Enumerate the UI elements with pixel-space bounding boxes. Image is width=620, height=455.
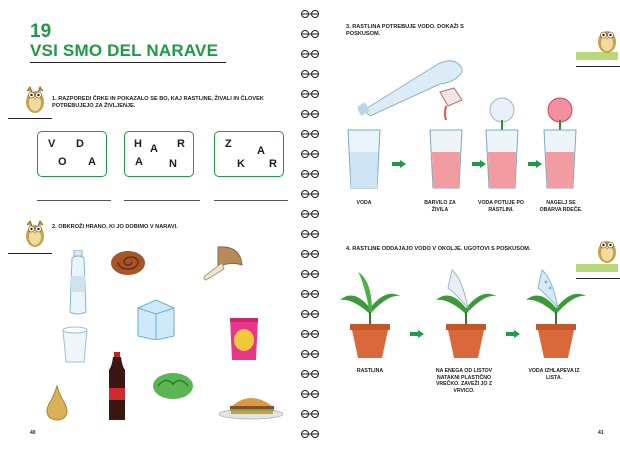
arrow-icon xyxy=(472,160,486,168)
answer-line-3[interactable] xyxy=(214,200,288,201)
letter-card-3 xyxy=(214,131,284,177)
owl-icon xyxy=(24,218,46,248)
title-underline xyxy=(30,62,226,63)
flower-pot-icon xyxy=(524,268,588,360)
card-letter: V xyxy=(48,138,56,150)
card-letter: A xyxy=(257,145,265,157)
page-number-left: 40 xyxy=(30,430,36,436)
flower-pot-icon xyxy=(338,268,402,360)
cinnamon-roll-icon[interactable] xyxy=(110,248,146,276)
glass-icon xyxy=(428,128,464,190)
chips-bag-icon[interactable] xyxy=(228,316,260,362)
task3-rule xyxy=(576,66,620,67)
card-letter: H xyxy=(134,138,142,150)
task1-rule xyxy=(8,118,52,119)
caption: RASTLINA xyxy=(356,368,384,374)
card-letter: R xyxy=(177,138,185,150)
arrow-icon xyxy=(506,330,520,338)
card-letter: A xyxy=(88,156,96,168)
caption: VODA xyxy=(356,200,372,206)
hamburger-icon[interactable] xyxy=(218,390,284,420)
caption: VODA POTUJE PO RASTLINI. xyxy=(478,200,524,213)
spiral-binding xyxy=(296,0,324,450)
arrow-icon xyxy=(410,330,424,338)
carnation-icon xyxy=(542,96,578,190)
milk-carton-icon[interactable] xyxy=(134,296,178,340)
water-bottle-icon[interactable] xyxy=(66,250,90,316)
cup-icon[interactable] xyxy=(60,326,90,364)
card-letter: R xyxy=(269,158,277,170)
mushroom-icon[interactable] xyxy=(196,245,244,281)
caption: BARVILO ZA ŽIVILA xyxy=(424,200,456,213)
page-title: VSI SMO DEL NARAVE xyxy=(30,41,219,60)
left-page xyxy=(0,0,296,450)
pear-icon[interactable] xyxy=(44,384,70,422)
arrow-icon xyxy=(392,160,406,168)
owl-icon xyxy=(596,234,618,264)
letter-card-2 xyxy=(124,131,194,177)
task1-instruction: 1. RAZPOREDI ČRKE IN POKAZALO SE BO, KAJ RASTLINE, ŽIVALI IN ČLOVEK POTREBUJEJO ZA ŽIVLJENJE. xyxy=(52,96,264,109)
answer-line-1[interactable] xyxy=(37,200,111,201)
card-letter: O xyxy=(58,156,67,168)
card-letter: A xyxy=(135,156,143,168)
task2-rule xyxy=(8,253,52,254)
lesson-number: 19 xyxy=(30,21,52,42)
lettuce-icon[interactable] xyxy=(152,370,194,400)
dye-bottle-icon xyxy=(436,86,466,120)
answer-line-2[interactable] xyxy=(124,200,200,201)
caption: VODA IZHLAPEVA IZ LISTA. xyxy=(528,368,580,381)
glass-icon xyxy=(346,128,382,190)
task4-instruction: 4. RASTLINE ODDAJAJO VODO V OKOLJE. UGOTOVI S POSKUSOM. xyxy=(346,246,531,252)
task2-instruction: 2. OBKROŽI HRANO, KI JO DOBIMO V NARAVI. xyxy=(52,224,178,230)
right-page xyxy=(324,0,620,450)
owl-icon xyxy=(596,24,618,54)
arrow-icon xyxy=(528,160,542,168)
binding-rings xyxy=(296,0,324,450)
page-number-right: 41 xyxy=(598,430,604,436)
card-letter: K xyxy=(237,158,245,170)
caption: NA ENEGA OD LISTOV NATAKNI PLASTIČNO VREČKO. ZAVEŽI JO Z VRVICO. xyxy=(435,368,493,394)
card-letter: Z xyxy=(225,138,232,150)
cola-bottle-icon[interactable] xyxy=(106,352,128,422)
owl-icon xyxy=(24,84,46,114)
letter-card-1 xyxy=(37,131,107,177)
task3-instruction: 3. RASTLINA POTREBUJE VODO. DOKAŽI S POSKUSOM. xyxy=(346,24,464,37)
card-letter: A xyxy=(150,143,158,155)
card-letter: D xyxy=(76,138,84,150)
flower-pot-icon xyxy=(434,268,498,360)
carnation-icon xyxy=(484,96,520,190)
caption: NAGELJ SE OBARVA RDEČE. xyxy=(539,200,583,213)
card-letter: N xyxy=(169,158,177,170)
